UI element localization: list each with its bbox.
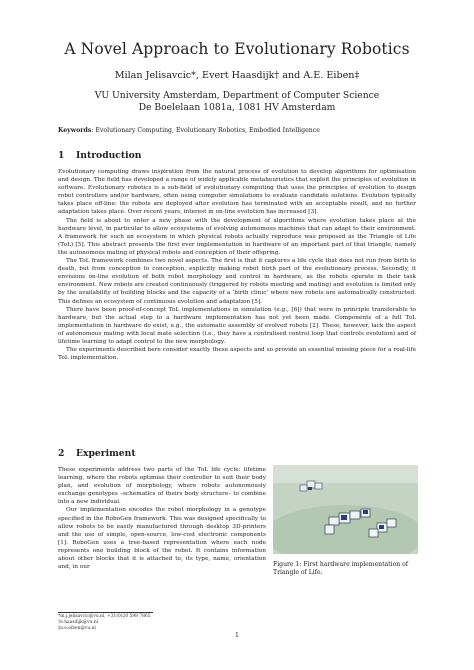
experiment-paragraph-2: Our implementation encodes the robot morphology in a genotype specified in the RoboGen framework. This was designed specifically to allow robots to be easily manufactured through desktop 3D-printers and the use of simple, open-source, low-cost electronic components [1]. RoboGen uses a tree-based representation where each node represents one building block of the robot. It contains information about other blocks that it is attached to, its type, name, orientation and, in our: [58, 507, 266, 571]
page-number: 1: [235, 632, 239, 639]
keywords-label: Keywords: [58, 127, 92, 134]
keywords: [58, 127, 418, 134]
footnote-2: †e.haasdijk@vu.nl: [58, 619, 99, 625]
section-2-heading: [58, 448, 136, 459]
footnote-3: ‡a.e.eiben@vu.nl: [58, 625, 96, 631]
section-2-number: 2: [58, 448, 65, 459]
footnote-1: *m.j.jelisavcic@vu.nl, +31(0)20 598 7865: [58, 614, 151, 619]
section-1-heading: [58, 150, 141, 161]
footnote-rule: [58, 612, 153, 613]
intro-paragraph-1: Evolutionary computing draws inspiration from the natural process of evolution to develop algorithms for optimisation and design. The field has developed a range of widely applicable metaheuristics that exploit the principles of evolution in software. Evolutionary robotics is a sub-field of evolutionary computing that uses the principles of evolution to design robot controllers and/or hardware, often using computer simulations to evaluate candidate solutions. Evolution typically takes place off-line: the robots are deployed after evolution has terminated with an acceptable result, and no further adaptation takes place. Over recent years, interest in on-line evolution has increased [3].: [58, 169, 416, 216]
experiment-body: [58, 466, 266, 571]
intro-paragraph-4: There have been proof-of-concept ToL implementations in simulation (e.g., [6]) that were in principle transferable to hardware, but the actual step to a hardware implementation has not yet been made. Components of a full ToL implementation in hardware do exist, e.g., the automatic assembly of evolved robots [2]. These, however, lack the aspect of autonomous mating with local mate selection (i.e., they have a centralised control loop that controls evolution) and of lifetime learning to adapt control to the new morphology.: [58, 306, 416, 345]
section-2-title: Experiment: [76, 448, 136, 459]
author-list: Milan Jelisavcic*, Evert Haasdijk† and A.E. Eiben‡: [114, 70, 360, 81]
introduction-body: [58, 168, 416, 362]
robot-photo: [273, 465, 418, 554]
paper-title: A Novel Approach to Evolutionary Robotics: [64, 40, 410, 58]
intro-paragraph-3: The ToL framework combines two novel aspects. The first is that it captures a life cycle that does not run from birth to death, but from conception to conception, explicitly making robot birth part of the evolutionary process. Secondly, it envisions on-line evolution of both robot morphology and control in hardware, as the robots operate in their task environment. New robots are created continuously (triggered by robots meeting and mating) and evolution is limited only by the availability of building blocks and the capacity of a ‘birth clinic’ where new robots are automatically constructed. This defines an ecosystem of continuous evolution and adaptation [5].: [58, 258, 416, 305]
footnotes: [58, 614, 358, 632]
affiliation-line-1: VU University Amsterdam, Department of Computer Science: [94, 90, 380, 101]
affiliation-line-2: De Boelelaan 1081a, 1081 HV Amsterdam: [138, 101, 336, 113]
intro-paragraph-2: The field is about to enter a new phase with the development of algorithms where evolution takes place at the hardware level, in particular to allow ecosystems of evolving autonomous machines that can adapt to their environment. A framework for such an ecosystem in which physical robots actually reproduce was proposed as the Triangle of Life (ToL) [5]. This abstract presents the first ever implementation in hardware of an important part of that triangle, namely the autonomous mating of physical robots and conception of their offspring.: [58, 217, 416, 256]
intro-paragraph-5: The experiments described here consider exactly these aspects and so provide an essential missing piece for a real-life ToL implementation.: [58, 347, 416, 362]
affiliation: [0, 90, 474, 113]
section-1-title: Introduction: [76, 150, 142, 161]
robot-photo-figure: [273, 465, 418, 554]
keywords-list: : Evolutionary Computing, Evolutionary Robotics, Embodied Intelligence: [91, 127, 320, 134]
figure-caption: Figure 1: First hardware implementation of Triangle of Life.: [273, 561, 409, 577]
experiment-paragraph-1: These experiments address two parts of the ToL life cycle: lifetime learning, where the robots optimise their controller to suit their body plan, and evolution of morphology, where robots autonomously exchange genotypes –schematics of theirs body structure– to combine into a new individual.: [58, 467, 266, 506]
section-1-number: 1: [58, 150, 65, 161]
